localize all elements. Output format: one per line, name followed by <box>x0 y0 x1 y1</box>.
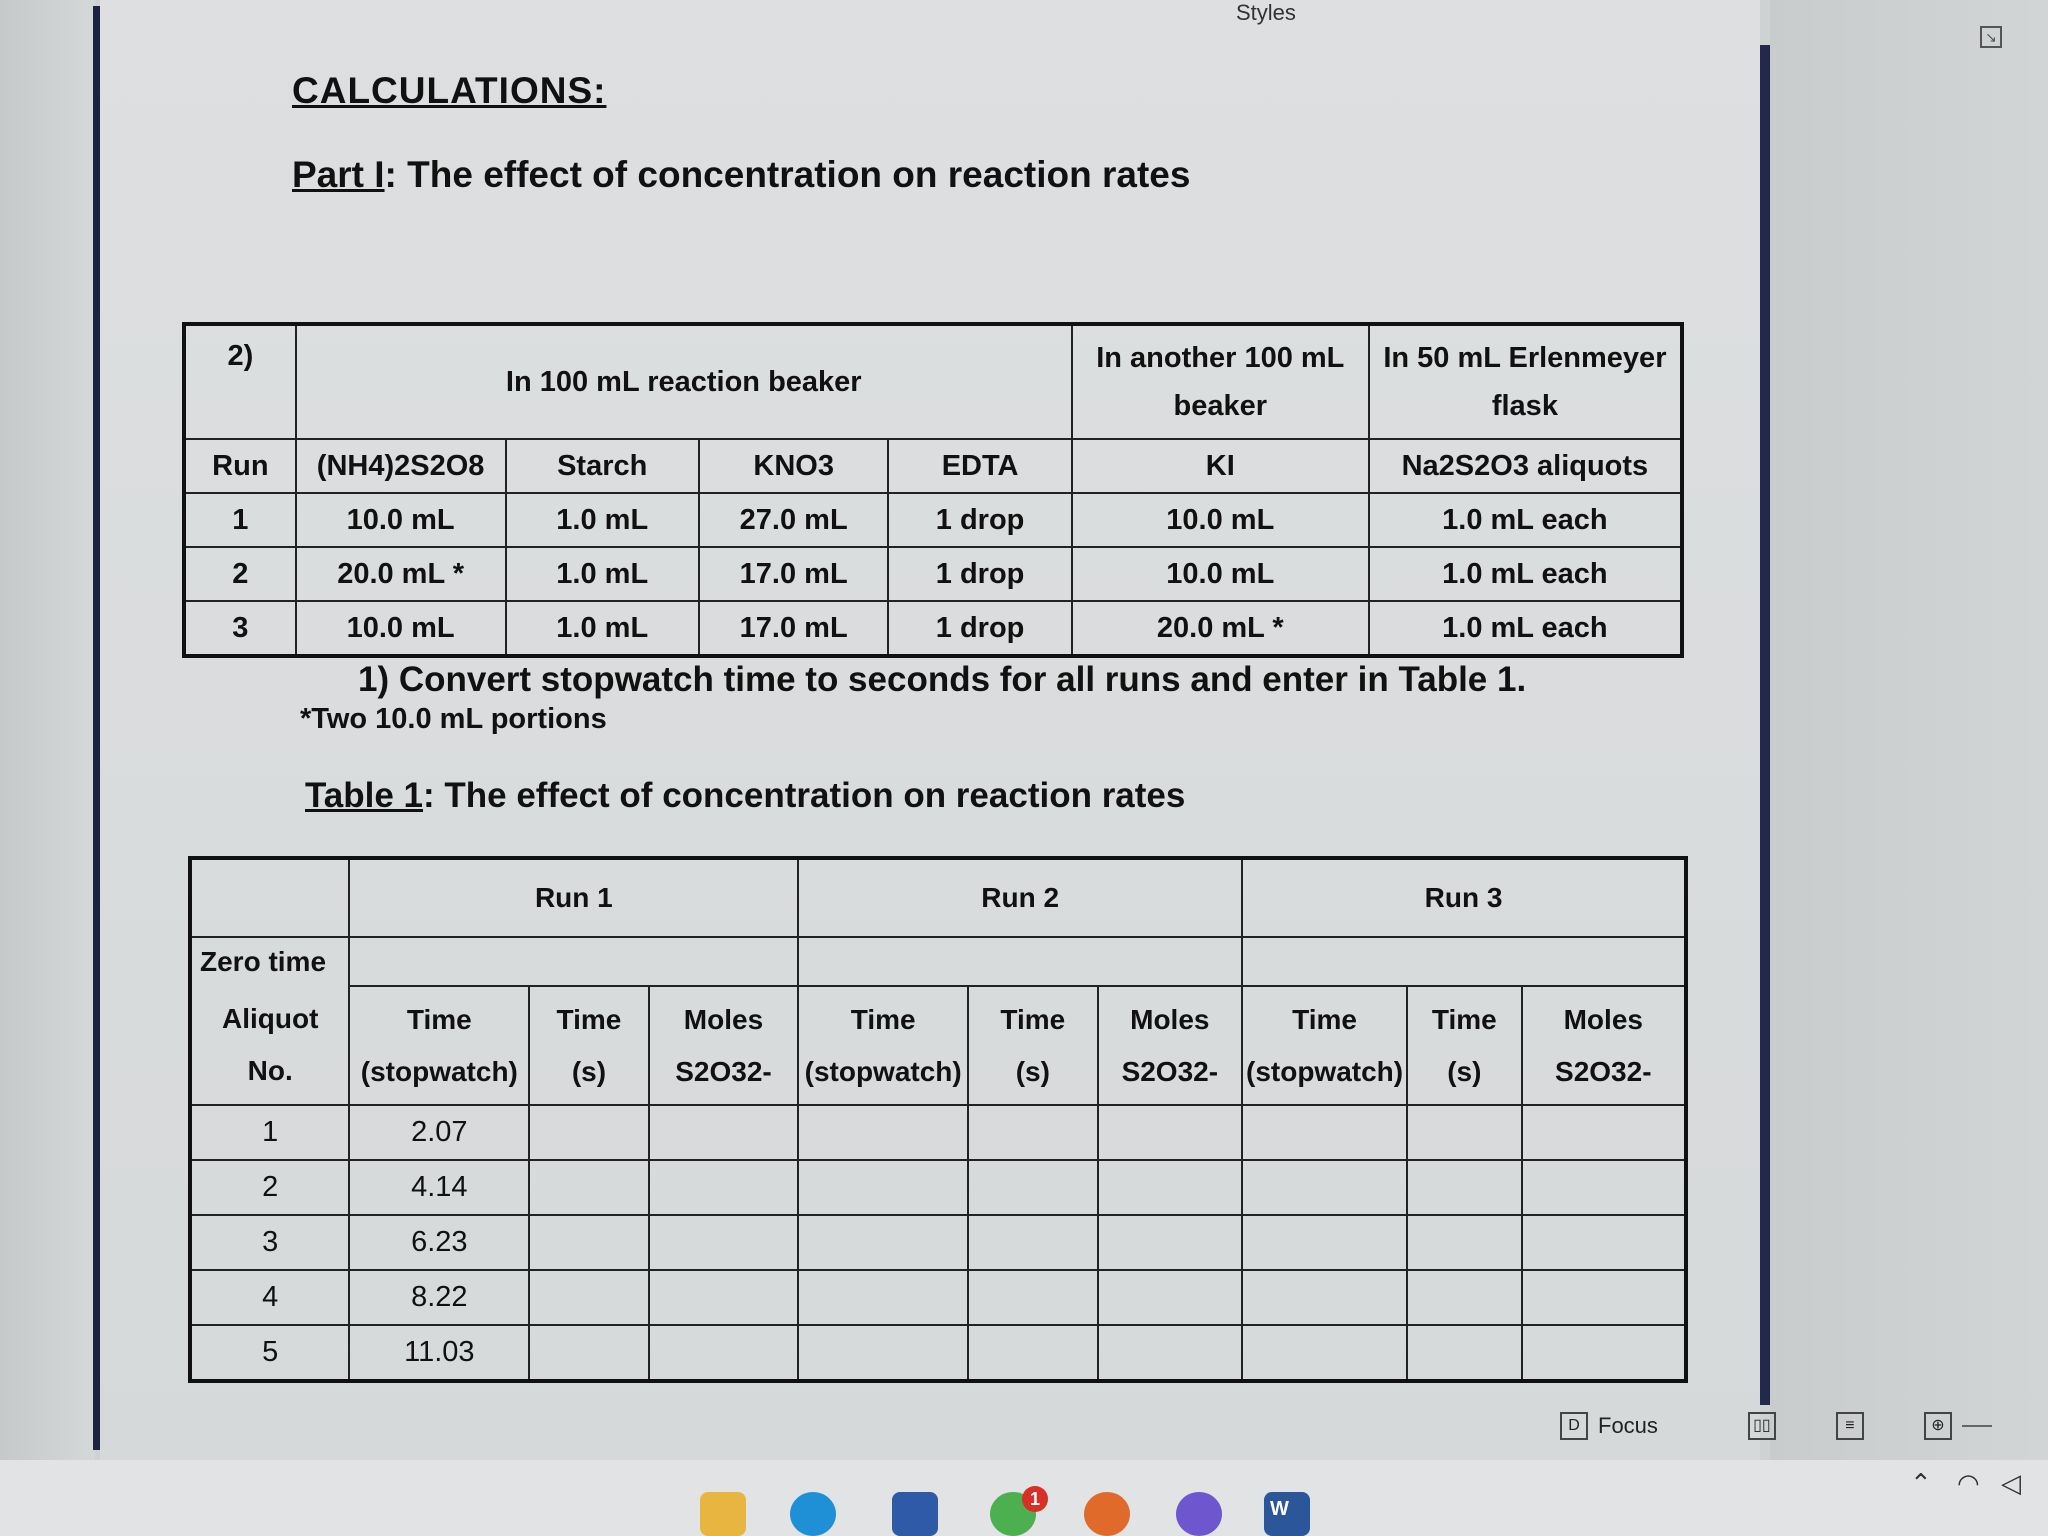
header-kno3: KNO3 <box>699 439 888 493</box>
cell-empty[interactable] <box>1098 1325 1243 1381</box>
table-row <box>184 601 1682 656</box>
cell-empty[interactable] <box>1098 1270 1243 1325</box>
cell-empty[interactable] <box>1242 1105 1407 1160</box>
cell-thiosulfate: 1.0 mL each <box>1369 493 1682 547</box>
file-explorer-icon[interactable] <box>700 1492 746 1536</box>
store-icon[interactable] <box>892 1492 938 1536</box>
system-tray <box>1910 1468 2021 1499</box>
read-mode-icon[interactable]: ▯▯ <box>1748 1412 1776 1440</box>
zero-time-run3[interactable] <box>1242 937 1686 986</box>
print-layout-icon[interactable]: ≡ <box>1836 1412 1864 1440</box>
table-corner-label: 2) <box>184 324 296 439</box>
instruction-text: 1) Convert stopwatch time to seconds for all runs and enter in Table 1. <box>358 660 1527 699</box>
cell-empty[interactable] <box>798 1215 968 1270</box>
cell-empty[interactable] <box>649 1160 799 1215</box>
zoom-slider[interactable] <box>1962 1425 1992 1427</box>
cell-aliquot: 3 <box>190 1215 349 1270</box>
cell-empty[interactable] <box>1407 1215 1522 1270</box>
cell-empty[interactable] <box>1407 1325 1522 1381</box>
table-row <box>184 493 1682 547</box>
header-line: S2O32- <box>675 1055 772 1087</box>
footnote-text: *Two 10.0 mL portions <box>300 703 607 735</box>
cell-empty[interactable] <box>1407 1160 1522 1215</box>
cell-empty[interactable] <box>1407 1105 1522 1160</box>
cell-empty[interactable] <box>1522 1160 1686 1215</box>
table-row <box>190 1270 1686 1325</box>
heading-calculations: CALCULATIONS: <box>292 70 607 111</box>
cell-empty[interactable] <box>1242 1325 1407 1381</box>
header-line: Time <box>406 1003 472 1035</box>
cell-empty[interactable] <box>968 1105 1097 1160</box>
cell-run: 2 <box>184 547 296 601</box>
cell-starch: 1.0 mL <box>506 601 699 656</box>
cell-thiosulfate: 1.0 mL each <box>1369 601 1682 656</box>
word-icon[interactable]: W <box>1264 1492 1310 1536</box>
cell-run: 1 <box>184 493 296 547</box>
header-line: Moles <box>1130 1003 1210 1035</box>
cell-empty[interactable] <box>649 1215 799 1270</box>
cell-kno3: 17.0 mL <box>699 547 888 601</box>
chevron-up-icon[interactable]: ⌃ <box>1910 1468 1932 1498</box>
cell-empty[interactable] <box>1522 1270 1686 1325</box>
cell-persulfate: 20.0 mL * <box>296 547 506 601</box>
cell-empty[interactable] <box>1522 1105 1686 1160</box>
part-label: Part I <box>292 154 385 195</box>
cell-aliquot: 1 <box>190 1105 349 1160</box>
cell-empty[interactable] <box>968 1270 1097 1325</box>
cell-empty[interactable] <box>1242 1215 1407 1270</box>
header-aliquot <box>190 986 349 1105</box>
cell-persulfate: 10.0 mL <box>296 493 506 547</box>
cell-empty[interactable] <box>529 1160 649 1215</box>
cell-edta: 1 drop <box>888 547 1071 601</box>
header-line: Moles <box>1563 1003 1643 1035</box>
header-run2-seconds <box>968 986 1097 1105</box>
cell-starch: 1.0 mL <box>506 493 699 547</box>
header-starch: Starch <box>506 439 699 493</box>
cell-empty[interactable] <box>529 1105 649 1160</box>
header-run3-seconds <box>1407 986 1522 1105</box>
header-run: Run <box>184 439 296 493</box>
speaker-icon[interactable]: ◁ <box>2000 1468 2021 1498</box>
cell-edta: 1 drop <box>888 493 1071 547</box>
web-layout-icon[interactable]: ⊕ <box>1924 1412 1952 1440</box>
page-border-right <box>1760 45 1770 1405</box>
cell-empty[interactable] <box>649 1325 799 1381</box>
cell-empty[interactable] <box>968 1215 1097 1270</box>
zero-time-run2[interactable] <box>798 937 1242 986</box>
cell-empty[interactable] <box>798 1105 968 1160</box>
cell-edta: 1 drop <box>888 601 1071 656</box>
cell-ki: 10.0 mL <box>1072 547 1369 601</box>
cell-empty[interactable] <box>1098 1105 1243 1160</box>
table-header-row <box>184 439 1682 493</box>
firefox-icon[interactable] <box>1084 1492 1130 1536</box>
header-run2-stopwatch <box>798 986 968 1105</box>
table1-label: Table 1 <box>305 776 424 815</box>
cell-kno3: 27.0 mL <box>699 493 888 547</box>
cell-empty[interactable] <box>1098 1160 1243 1215</box>
results-header-row <box>190 986 1686 1105</box>
cell-run1-stopwatch[interactable]: 8.22 <box>349 1270 529 1325</box>
header-line: (stopwatch) <box>804 1055 962 1087</box>
part-title: : The effect of concentration on reaction rates <box>384 154 1191 195</box>
app-icon[interactable] <box>1176 1492 1222 1536</box>
header-line: (stopwatch) <box>360 1055 518 1087</box>
ribbon-styles-label[interactable]: Styles <box>1236 0 1296 25</box>
header-line: Time <box>556 1003 622 1035</box>
cell-empty[interactable] <box>798 1325 968 1381</box>
header-line: (s) <box>1015 1055 1050 1087</box>
header-line: Time <box>1292 1003 1357 1035</box>
run3-header: Run 3 <box>1242 858 1686 937</box>
header-edta: EDTA <box>888 439 1071 493</box>
cell-empty[interactable] <box>649 1270 799 1325</box>
heading-part-1 <box>292 154 1190 196</box>
cell-kno3: 17.0 mL <box>699 601 888 656</box>
table-row <box>184 547 1682 601</box>
aliquot-no-label: No. <box>247 1055 293 1086</box>
header-run1-moles <box>649 986 799 1105</box>
group-another-beaker: In another 100 mL beaker <box>1072 324 1369 439</box>
cell-empty[interactable] <box>649 1105 799 1160</box>
header-line: S2O32- <box>1121 1055 1219 1087</box>
cell-persulfate: 10.0 mL <box>296 601 506 656</box>
header-thiosulfate: Na2S2O3 aliquots <box>1369 439 1682 493</box>
cell-empty[interactable] <box>1242 1160 1407 1215</box>
dialog-launcher-icon[interactable]: ↘ <box>1980 26 2002 48</box>
group-reaction-beaker: In 100 mL reaction beaker <box>296 324 1072 439</box>
cell-aliquot: 2 <box>190 1160 349 1215</box>
header-line: (s) <box>1447 1055 1482 1087</box>
right-gutter <box>1770 0 2048 1460</box>
header-ki: KI <box>1072 439 1369 493</box>
cell-empty[interactable] <box>1522 1325 1686 1381</box>
table-row <box>190 1325 1686 1381</box>
header-run1-stopwatch <box>349 986 529 1105</box>
header-persulfate: (NH4)2S2O8 <box>296 439 506 493</box>
table1-title <box>305 776 1185 816</box>
header-run3-moles <box>1522 986 1686 1105</box>
header-line: (stopwatch) <box>1246 1055 1404 1087</box>
cell-thiosulfate: 1.0 mL each <box>1369 547 1682 601</box>
edge-icon[interactable] <box>790 1492 836 1536</box>
cell-run1-stopwatch[interactable]: 2.07 <box>349 1105 529 1160</box>
cell-run1-stopwatch[interactable]: 6.23 <box>349 1215 529 1270</box>
header-line: Time <box>1431 1003 1497 1035</box>
cell-run: 3 <box>184 601 296 656</box>
results-table <box>188 856 1688 1383</box>
zero-time-label: Zero time <box>190 937 349 986</box>
aliquot-label: Aliquot <box>222 1003 319 1034</box>
page-border-left <box>93 6 100 1450</box>
zero-time-run1[interactable] <box>349 937 798 986</box>
cell-empty[interactable] <box>798 1160 968 1215</box>
cell-ki: 20.0 mL * <box>1072 601 1369 656</box>
cell-empty[interactable] <box>1407 1270 1522 1325</box>
cell-empty[interactable] <box>1242 1270 1407 1325</box>
table-row <box>190 1105 1686 1160</box>
cell-empty[interactable] <box>529 1325 649 1381</box>
cell-aliquot: 5 <box>190 1325 349 1381</box>
results-corner <box>190 858 349 937</box>
cell-empty[interactable] <box>529 1270 649 1325</box>
header-run1-seconds <box>529 986 649 1105</box>
cell-run1-stopwatch[interactable]: 11.03 <box>349 1325 529 1381</box>
run1-header: Run 1 <box>349 858 798 937</box>
cell-aliquot: 4 <box>190 1270 349 1325</box>
header-line: Moles <box>683 1003 764 1035</box>
wifi-icon[interactable]: ◠ <box>1957 1468 1980 1498</box>
cell-empty[interactable] <box>1522 1215 1686 1270</box>
focus-icon[interactable]: D <box>1560 1412 1588 1440</box>
cell-empty[interactable] <box>529 1215 649 1270</box>
reagent-table <box>182 322 1684 658</box>
run2-header: Run 2 <box>798 858 1242 937</box>
header-line: S2O32- <box>1555 1055 1652 1087</box>
table1-title-text: : The effect of concentration on reaction rates <box>423 776 1186 815</box>
header-line: (s) <box>571 1055 607 1087</box>
cell-ki: 10.0 mL <box>1072 493 1369 547</box>
left-gutter <box>0 0 95 1460</box>
cell-run1-stopwatch[interactable]: 4.14 <box>349 1160 529 1215</box>
status-bar <box>1560 1412 1992 1440</box>
header-run3-stopwatch <box>1242 986 1407 1105</box>
header-run2-moles <box>1098 986 1243 1105</box>
group-erlenmeyer: In 50 mL Erlenmeyer flask <box>1369 324 1682 439</box>
header-line: Time <box>1000 1003 1066 1035</box>
cell-empty[interactable] <box>968 1160 1097 1215</box>
notification-badge: 1 <box>1022 1486 1048 1512</box>
cell-empty[interactable] <box>798 1270 968 1325</box>
table-row <box>190 1215 1686 1270</box>
cell-empty[interactable] <box>968 1325 1097 1381</box>
cell-starch: 1.0 mL <box>506 547 699 601</box>
table-row <box>190 1160 1686 1215</box>
header-line: Time <box>850 1003 916 1035</box>
focus-button[interactable]: Focus <box>1598 1413 1658 1438</box>
cell-empty[interactable] <box>1098 1215 1243 1270</box>
